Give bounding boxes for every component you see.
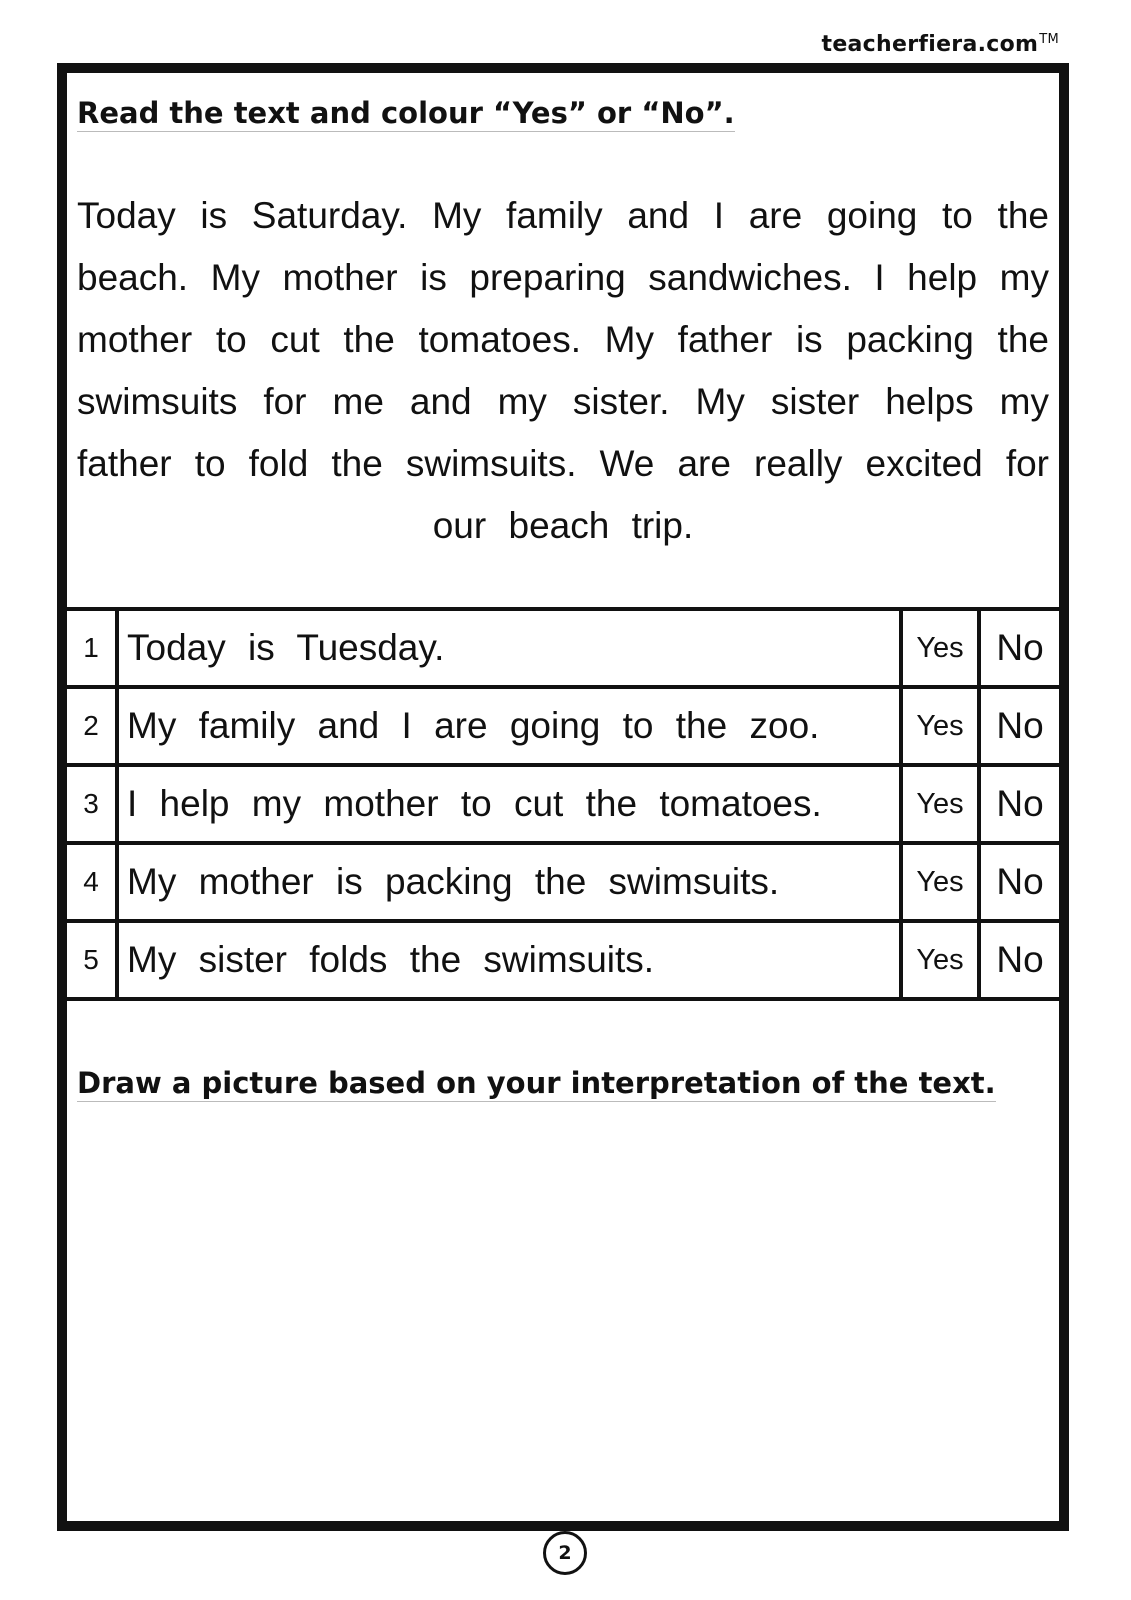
table-row xyxy=(67,687,1059,765)
question-statement: My mother is packing the swimsuits. xyxy=(117,843,901,921)
yes-answer-cell[interactable]: Yes xyxy=(901,687,979,765)
yes-answer-cell[interactable]: Yes xyxy=(901,843,979,921)
no-answer-cell[interactable]: No xyxy=(979,921,1059,999)
yes-answer-cell[interactable]: Yes xyxy=(901,765,979,843)
question-statement: My family and I are going to the zoo. xyxy=(117,687,901,765)
worksheet-frame xyxy=(57,63,1069,1531)
question-number: 3 xyxy=(67,765,117,843)
trademark-mark: TM xyxy=(1039,32,1059,47)
instruction-draw-picture: Draw a picture based on your interpretation of the text. xyxy=(77,1066,996,1100)
no-answer-cell[interactable]: No xyxy=(979,843,1059,921)
question-number: 4 xyxy=(67,843,117,921)
question-statement: I help my mother to cut the tomatoes. xyxy=(117,765,901,843)
brand-name: teacherfiera.com xyxy=(821,32,1039,57)
table-row xyxy=(67,765,1059,843)
question-statement: My sister folds the swimsuits. xyxy=(117,921,901,999)
no-answer-cell[interactable]: No xyxy=(979,609,1059,687)
table-row xyxy=(67,921,1059,999)
no-answer-cell[interactable]: No xyxy=(979,765,1059,843)
instruction-read-and-colour: Read the text and colour “Yes” or “No”. xyxy=(77,96,735,130)
yes-no-question-table xyxy=(67,607,1059,1001)
page-number: 2 xyxy=(558,1542,572,1564)
question-number: 1 xyxy=(67,609,117,687)
question-statement: Today is Tuesday. xyxy=(117,609,901,687)
yes-answer-cell[interactable]: Yes xyxy=(901,609,979,687)
question-number: 5 xyxy=(67,921,117,999)
reading-passage: Today is Saturday. My family and I are going to the beach. My mother is preparing sandwiches. I help my mother to cut the tomatoes. My father is packing the swimsuits for me and my sister. My sister helps my father to fold the swimsuits. We are really excited for our beach trip. xyxy=(77,195,1049,546)
question-number: 2 xyxy=(67,687,117,765)
yes-answer-cell[interactable]: Yes xyxy=(901,921,979,999)
table-row xyxy=(67,843,1059,921)
no-answer-cell[interactable]: No xyxy=(979,687,1059,765)
page-number-badge xyxy=(543,1531,587,1575)
table-row xyxy=(67,609,1059,687)
brand-label xyxy=(822,32,1060,57)
